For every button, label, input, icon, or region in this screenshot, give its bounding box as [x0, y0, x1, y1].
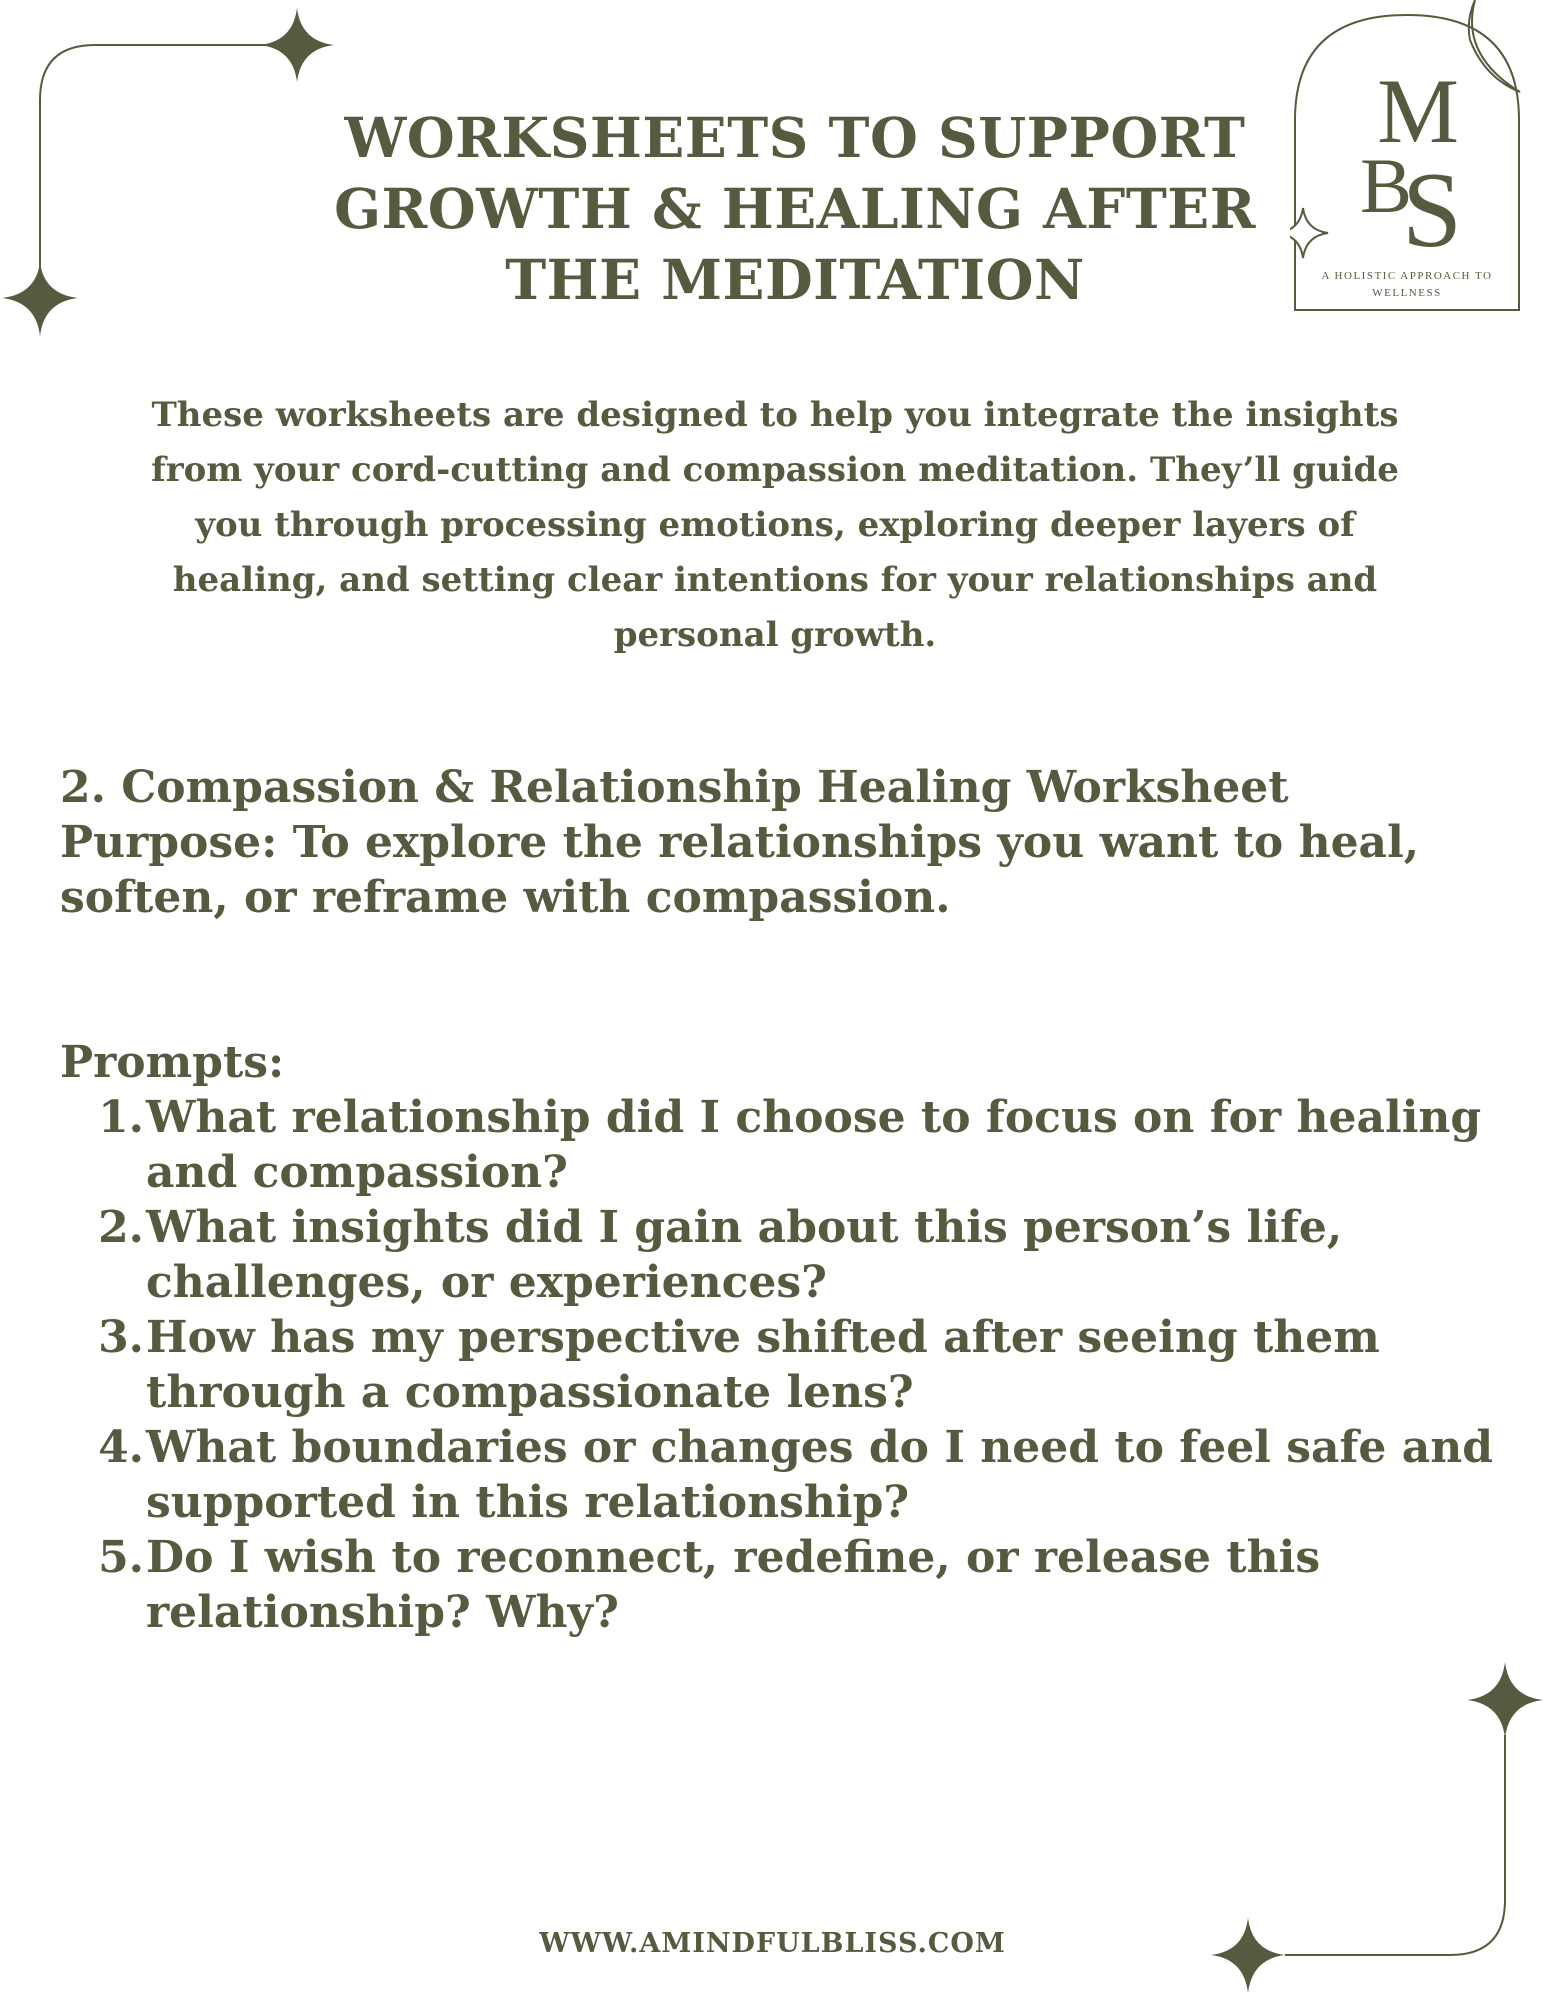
prompt-text-line: What insights did I gain about this person’s life, [146, 1202, 1343, 1253]
logo-letter-b: B [1359, 142, 1413, 229]
title-line: WORKSHEETS TO SUPPORT [344, 105, 1246, 170]
intro-line: These worksheets are designed to help you integrate the insights [151, 395, 1399, 435]
brand-logo [1290, 0, 1525, 312]
prompt-number: 3. [98, 1312, 144, 1363]
page-title [300, 102, 1290, 315]
prompt-text-line: How has my perspective shifted after seeing them [146, 1312, 1380, 1363]
prompts-list [60, 1090, 1494, 1640]
prompt-text-line: and compassion? [146, 1147, 568, 1198]
prompt-text-line: through a compassionate lens? [146, 1367, 914, 1418]
intro-line: personal growth. [613, 615, 937, 655]
top-left-bracket-line [40, 45, 270, 268]
list-item [60, 1090, 1480, 1200]
prompt-number: 5. [98, 1532, 144, 1583]
list-item [60, 1420, 1494, 1530]
prompts-section [60, 1035, 1494, 1640]
sparkle-star-icon [260, 8, 334, 82]
list-item [60, 1530, 1480, 1640]
intro-paragraph [120, 388, 1430, 663]
logo-tagline-line: WELLNESS [1372, 287, 1442, 299]
footer-website: WWW.AMINDFULBLISS.COM [539, 1928, 1006, 1959]
prompt-text-line: What boundaries or changes do I need to feel safe and [146, 1422, 1494, 1473]
prompts-label: Prompts: [60, 1037, 285, 1088]
title-line: GROWTH & HEALING AFTER [334, 176, 1256, 241]
prompt-number: 2. [98, 1202, 144, 1253]
logo-tagline [1296, 268, 1518, 302]
title-line: THE MEDITATION [505, 247, 1085, 312]
intro-line: healing, and setting clear intentions for your relationships and [172, 560, 1378, 600]
prompt-text-line: supported in this relationship? [146, 1477, 910, 1528]
sparkle-star-icon [2, 262, 78, 336]
logo-letter-m: M [1377, 60, 1459, 162]
purpose-line: soften, or reframe with compassion. [60, 872, 951, 923]
purpose-line: Purpose: To explore the relationships you want to heal, [60, 817, 1420, 868]
prompt-text-line: relationship? Why? [146, 1587, 619, 1638]
logo-tagline-line: A HOLISTIC APPROACH TO [1321, 270, 1493, 282]
prompt-text-line: What relationship did I choose to focus on for healing [146, 1092, 1482, 1143]
list-item [60, 1200, 1480, 1310]
logo-letter-s: S [1401, 151, 1463, 270]
prompt-text-line: challenges, or experiences? [146, 1257, 827, 1308]
section-heading: 2. Compassion & Relationship Healing Worksheet [60, 762, 1289, 813]
prompt-number: 4. [98, 1422, 144, 1473]
intro-line: you through processing emotions, exploring deeper layers of [195, 505, 1355, 545]
prompt-number: 1. [98, 1092, 144, 1143]
bottom-right-bracket-line [1285, 1735, 1505, 1955]
intro-line: from your cord-cutting and compassion meditation. They’ll guide [151, 450, 1399, 490]
list-item [60, 1310, 1480, 1420]
worksheet-section [60, 760, 1480, 925]
prompt-text-line: Do I wish to reconnect, redefine, or release this [146, 1532, 1321, 1583]
sparkle-star-icon [1467, 1662, 1543, 1738]
